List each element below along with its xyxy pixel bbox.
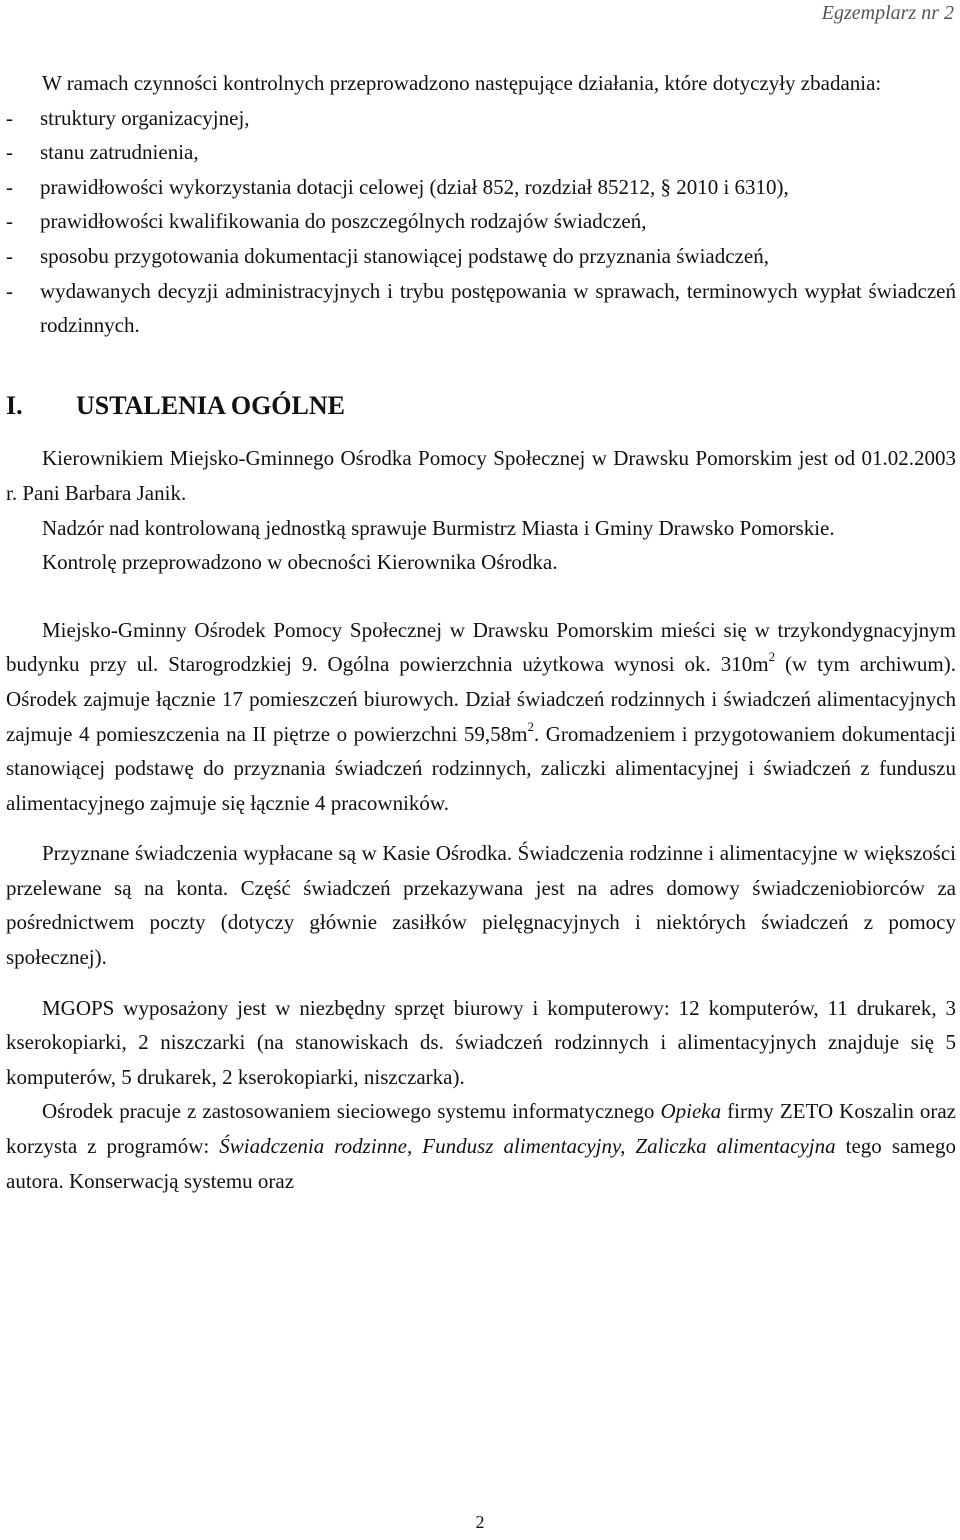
presence-paragraph: Kontrolę przeprowadzono w obecności Kierownika Ośrodka.	[42, 550, 558, 575]
list-item-text: struktury organizacyjnej,	[40, 105, 250, 130]
equipment-paragraph: MGOPS wyposażony jest w niezbędny sprzęt biurowy i komputerowy: 12 komputerów, 11 drukarek, 3 kserokopiarki, 2 niszczarki (na stanowiskach ds. świadczeń rodzinnych i alimentacyjnych znajduje się 5 komputerów, 5 drukarek, 2 kserokopiarki, niszczarka).	[6, 995, 956, 1089]
list-item	[6, 135, 956, 170]
list-item	[6, 204, 956, 239]
list-item	[6, 101, 956, 136]
list-dash: -	[6, 105, 13, 130]
software-text-2: firmy ZETO Koszalin oraz korzysta z programów:	[6, 1099, 956, 1159]
premises-text-3: . Gromadzeniem i przygotowaniem dokumentacji stanowiącej podstawę do przyznania świadczeń rodzinnych, zaliczki alimentacyjnej i świadczeń z funduszu alimentacyjnego zajmuje się łącznie 4 pracowników.	[6, 721, 956, 815]
section-heading	[6, 389, 956, 424]
list-item	[6, 274, 956, 343]
software-text-3: tego samego autora. Konserwacją systemu oraz	[6, 1134, 957, 1193]
list-dash: -	[6, 209, 13, 234]
list-item-text: wydawanych decyzji administracyjnych i trybu postępowania w sprawach, terminowych wypłat świadczeń rodzinnych.	[40, 278, 956, 338]
list-dash: -	[6, 278, 13, 303]
system-name: Opieka	[660, 1099, 722, 1124]
superscript: 2	[768, 649, 776, 665]
intro-paragraph: W ramach czynności kontrolnych przeprowadzono następujące działania, które dotyczyły zbadania:	[42, 71, 882, 95]
payments-paragraph: Przyznane świadczenia wypłacane są w Kasie Ośrodka. Świadczenia rodzinne i alimentacyjne w większości przelewane są na konta. Część świadczeń przekazywana jest na adres domowy świadczeniobiorców za pośrednictwem poczty (dotyczy głównie zasiłków pielęgnacyjnych i niektórych świadczeń z pomocy społecznej).	[6, 841, 956, 970]
page-number: 2	[475, 1512, 485, 1532]
superscript: 2	[527, 718, 534, 734]
copy-number-label: Egzemplarz nr 2	[821, 2, 954, 24]
premises-paragraph	[6, 613, 956, 821]
document-body	[6, 66, 956, 1198]
list-dash: -	[6, 140, 13, 165]
scope-list	[6, 101, 956, 343]
list-item-text: prawidłowości wykorzystania dotacji celowej (dział 852, rozdział 85212, § 2010 i 6310),	[40, 174, 789, 199]
list-item	[6, 239, 956, 274]
section-number: I.	[6, 390, 23, 420]
list-item-text: stanu zatrudnienia,	[40, 140, 199, 165]
list-item	[6, 170, 956, 205]
supervision-paragraph: Nadzór nad kontrolowaną jednostką sprawuje Burmistrz Miasta i Gminy Drawsko Pomorskie.	[42, 515, 835, 540]
section-title: USTALENIA OGÓLNE	[76, 390, 345, 420]
list-dash: -	[6, 174, 13, 199]
list-dash: -	[6, 243, 13, 268]
software-paragraph	[6, 1094, 956, 1198]
software-text-1: Ośrodek pracuje z zastosowaniem sieciowego systemu informatycznego	[42, 1099, 661, 1124]
list-item-text: prawidłowości kwalifikowania do poszczególnych rodzajów świadczeń,	[40, 209, 647, 234]
list-item-text: sposobu przygotowania dokumentacji stanowiącej podstawę do przyznania świadczeń,	[40, 243, 769, 268]
premises-text-1: Miejsko-Gminny Ośrodek Pomocy Społecznej w Drawsku Pomorskim mieści się w trzykondygnacyjnym budynku przy ul. Starogrodzkiej 9. Ogólna powierzchnia użytkowa wynosi ok. 310m	[6, 617, 956, 677]
premises-text-2: (w tym archiwum). Ośrodek zajmuje łącznie 17 pomieszczeń biurowych. Dział świadczeń rodzinnych i świadczeń alimentacyjnych zajmuje 4 pomieszczenia na II piętrze o powierzchni 59,58m	[6, 652, 956, 746]
manager-paragraph: Kierownikiem Miejsko-Gminnego Ośrodka Pomocy Społecznej w Drawsku Pomorskim jest od 01.02.2003 r. Pani Barbara Janik.	[6, 446, 956, 505]
program-names: Świadczenia rodzinne, Fundusz alimentacyjny, Zaliczka alimentacyjna	[219, 1134, 836, 1159]
